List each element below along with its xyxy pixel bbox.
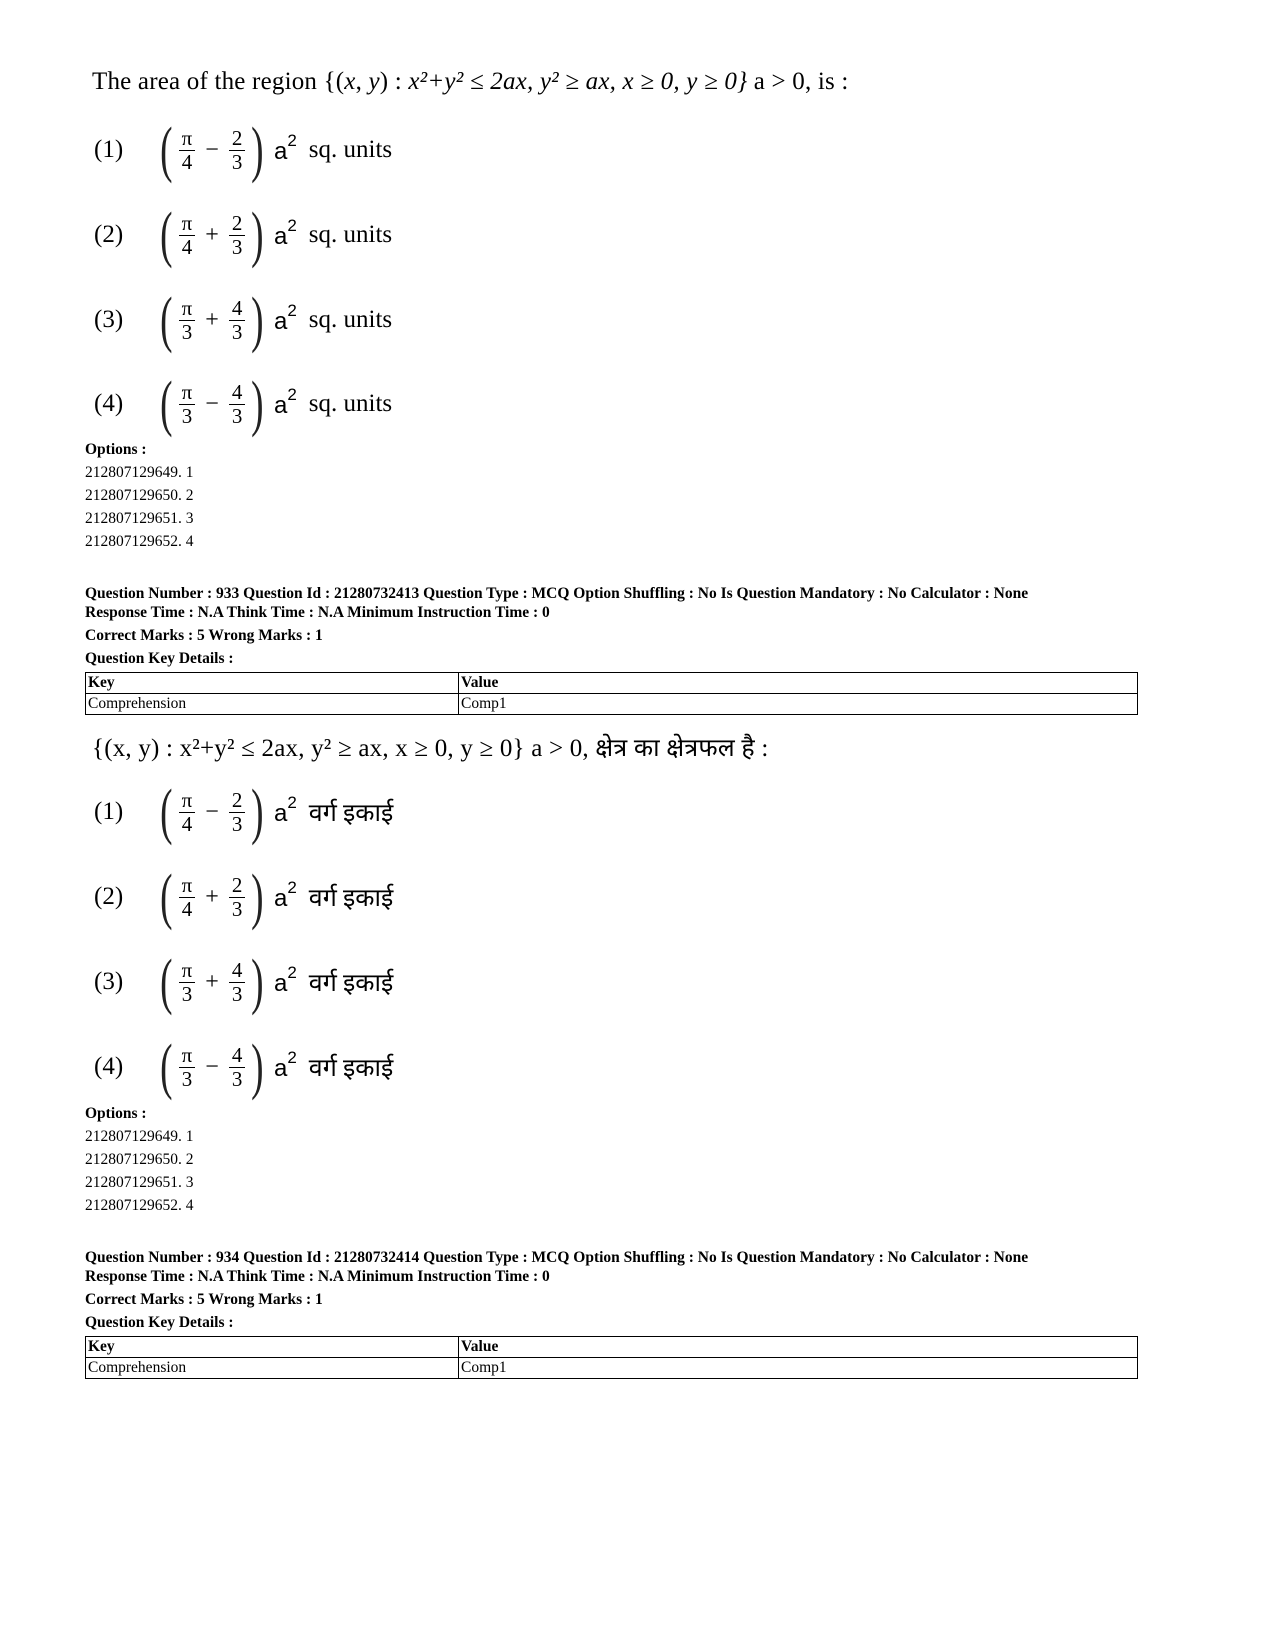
table-header-key: Key: [86, 673, 459, 694]
answer-choice-hi-3: (3) ( $\frac{\pi}{3}$ + $\frac{4}{3}$ ) $a^2$ वर्ग इकाई: [94, 948, 394, 1016]
option-item: 212807129650. 2: [85, 487, 194, 504]
key-details-label-934: Question Key Details :: [85, 1314, 234, 1331]
option-item: 212807129649. 1: [85, 464, 194, 481]
answer-choice-en-3: (3) ( $\frac{\pi}{3}$ + $\frac{4}{3}$ ) $a^2$ sq. units: [94, 286, 393, 354]
table-header-value: Value: [459, 1337, 1138, 1358]
question-text-english: The area of the region {(x, y) : x²+y² ≤ 2ax, y² ≥ ax, x ≥ 0, y ≥ 0} a > 0, is :: [92, 68, 849, 95]
question-text-hindi: {(x, y) : x²+y² ≤ 2ax, y² ≥ ax, x ≥ 0, y ≥ 0} a > 0, क्षेत्र का क्षेत्रफल है :: [92, 735, 769, 762]
option-item: 212807129651. 3: [85, 510, 194, 527]
option-item: 212807129651. 3: [85, 1174, 194, 1191]
question-meta-934: Question Number : 934 Question Id : 21280732414 Question Type : MCQ Option Shuffling : No Is Question Mandatory : No Calculator : None Response Time : N.A Think Time : N.A Minimum Instruction Time : 0: [85, 1249, 1029, 1285]
option-item: 212807129652. 4: [85, 1197, 194, 1214]
table-cell-key: Comprehension: [86, 694, 459, 715]
key-details-table-934: [85, 1336, 1138, 1379]
options-label: Options :: [85, 441, 147, 458]
answer-choice-hi-1: (1) ( $\frac{\pi}{4}$ − $\frac{2}{3}$ ) $a^2$ वर्ग इकाई: [94, 778, 394, 846]
marks-934: Correct Marks : 5 Wrong Marks : 1: [85, 1291, 323, 1308]
table-cell-value: Comp1: [459, 694, 1138, 715]
marks-933: Correct Marks : 5 Wrong Marks : 1: [85, 627, 323, 644]
option-item: 212807129650. 2: [85, 1151, 194, 1168]
options-label: Options :: [85, 1105, 147, 1122]
answer-choice-en-2: (2) ( $\frac{\pi}{4}$ + $\frac{2}{3}$ ) $a^2$ sq. units: [94, 201, 393, 269]
options-list-1: [85, 438, 194, 553]
answer-choice-hi-4: (4) ( $\frac{\pi}{3}$ − $\frac{4}{3}$ ) $a^2$ वर्ग इकाई: [94, 1033, 394, 1101]
key-details-table-933: [85, 672, 1138, 715]
table-cell-key: Comprehension: [86, 1358, 459, 1379]
table-header-key: Key: [86, 1337, 459, 1358]
option-item: 212807129652. 4: [85, 533, 194, 550]
table-cell-value: Comp1: [459, 1358, 1138, 1379]
option-item: 212807129649. 1: [85, 1128, 194, 1145]
table-header-value: Value: [459, 673, 1138, 694]
answer-choice-hi-2: (2) ( $\frac{\pi}{4}$ + $\frac{2}{3}$ ) $a^2$ वर्ग इकाई: [94, 863, 394, 931]
question-meta-933: Question Number : 933 Question Id : 21280732413 Question Type : MCQ Option Shuffling : No Is Question Mandatory : No Calculator : None Response Time : N.A Think Time : N.A Minimum Instruction Time : 0: [85, 585, 1029, 621]
options-list-2: [85, 1102, 194, 1217]
answer-choice-en-4: (4) ( $\frac{\pi}{3}$ − $\frac{4}{3}$ ) $a^2$ sq. units: [94, 370, 393, 438]
key-details-label-933: Question Key Details :: [85, 650, 234, 667]
answer-choice-en-1: (1) ( $\frac{\pi}{4}$ − $\frac{2}{3}$ ) $a^2$ sq. units: [94, 116, 393, 184]
